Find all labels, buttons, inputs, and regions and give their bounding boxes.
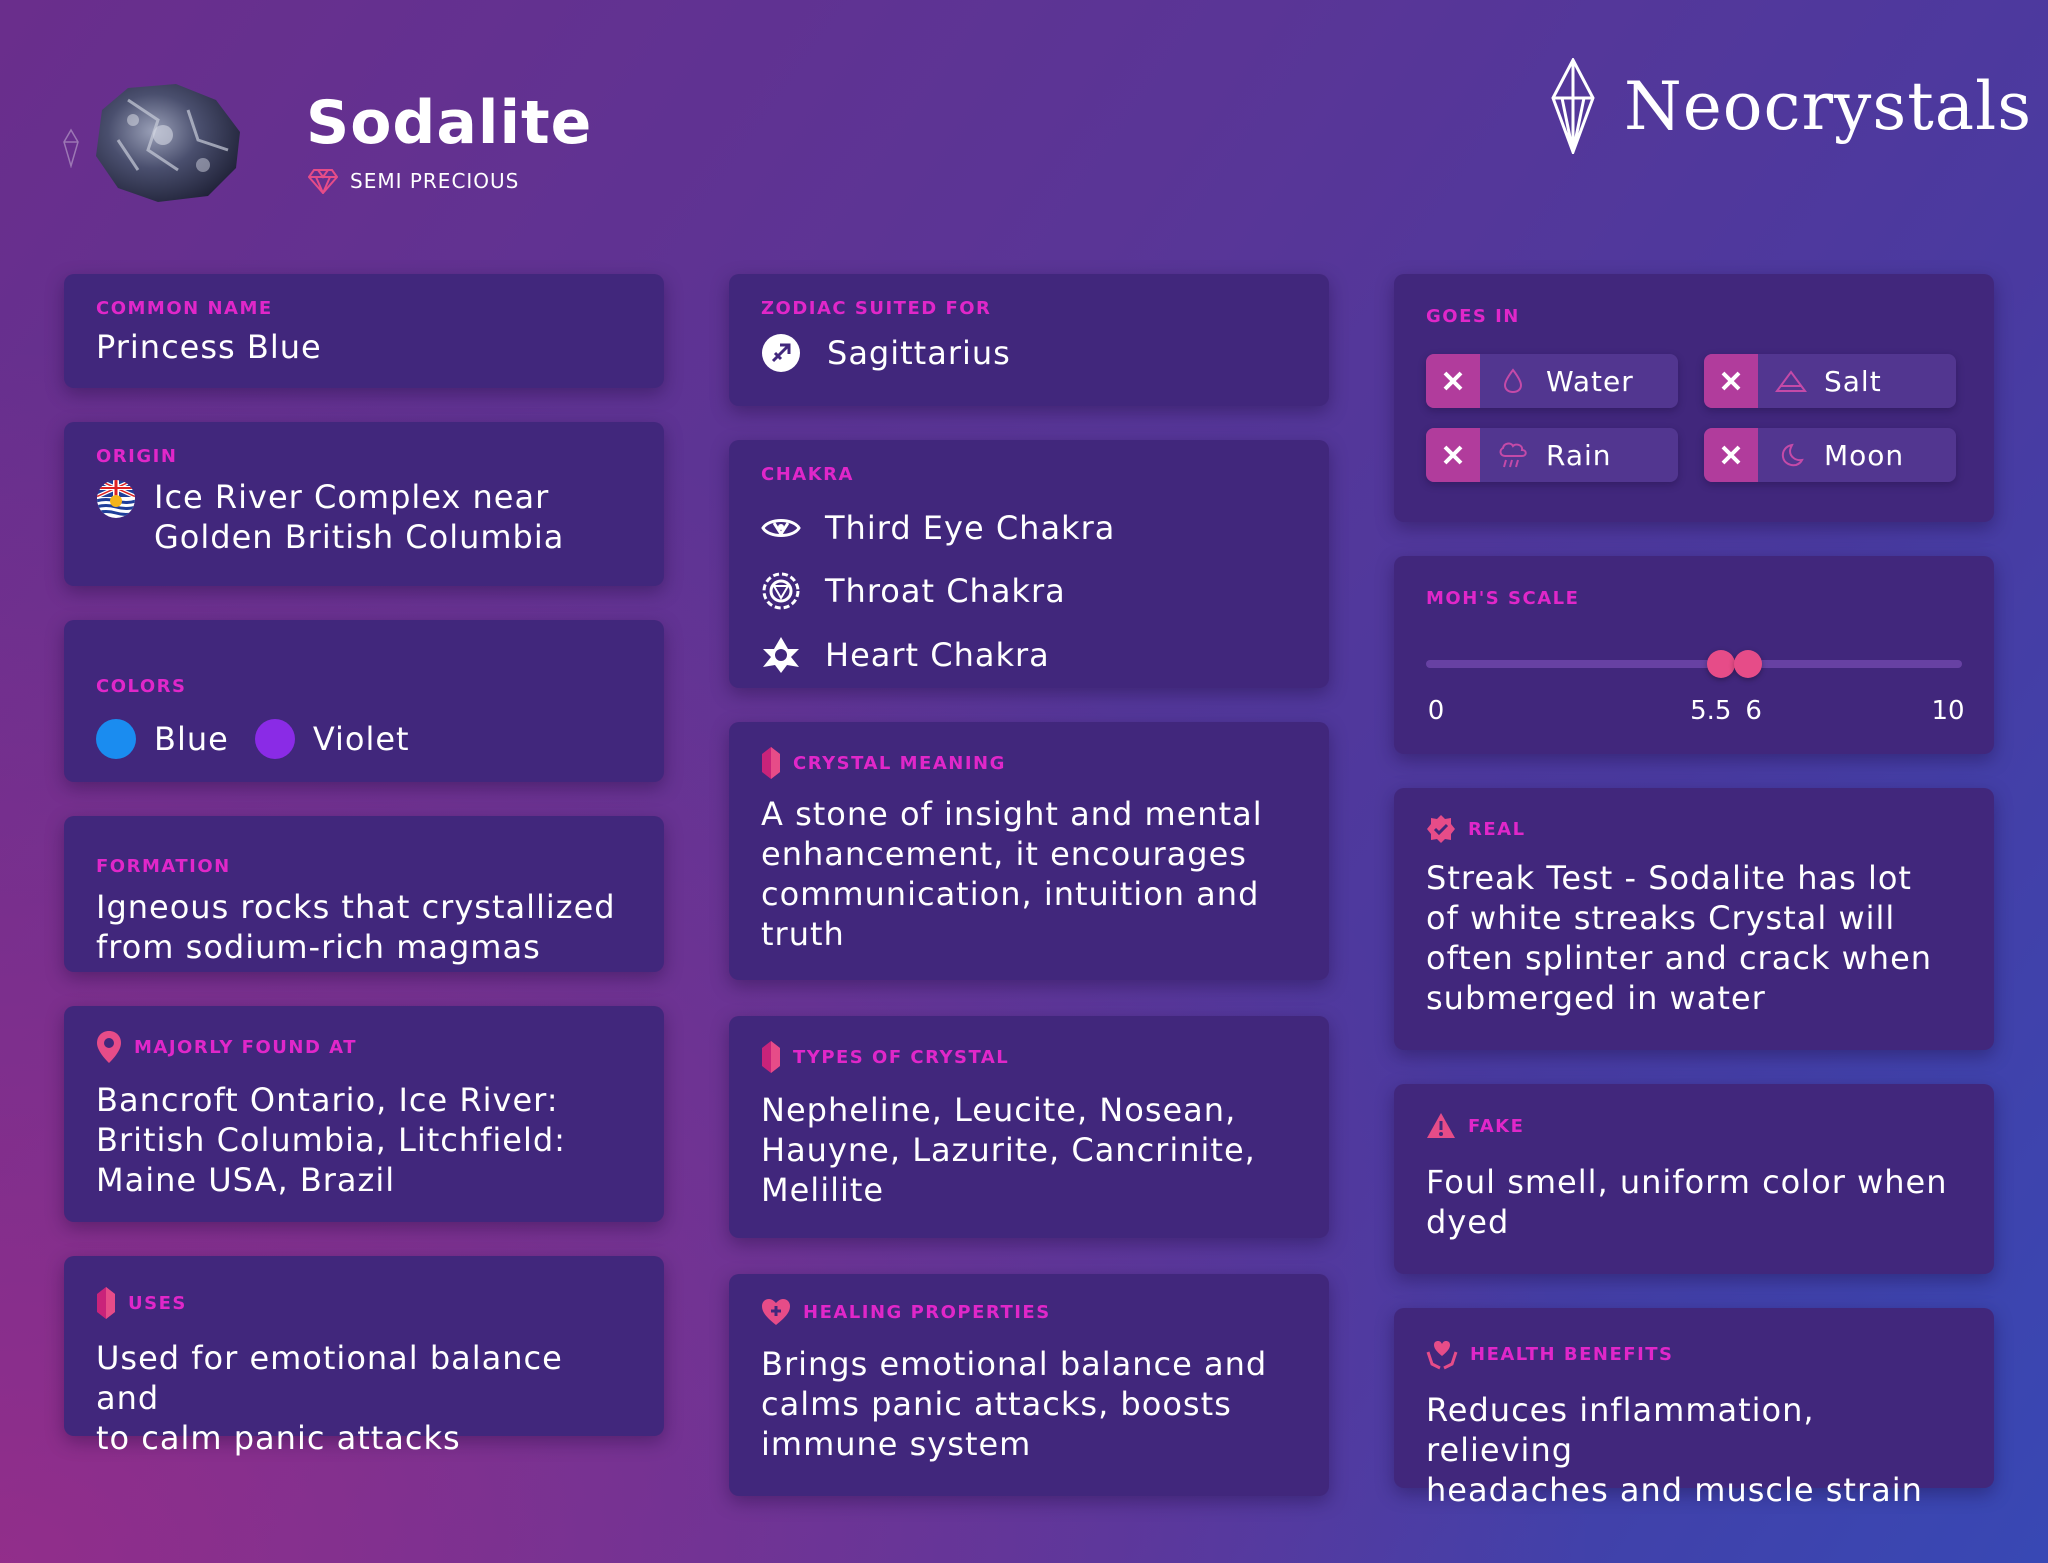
real-label: REAL xyxy=(1468,818,1526,840)
colors-card xyxy=(64,620,664,782)
real-line-3: often splinter and crack when xyxy=(1426,939,1933,977)
mohs-scale-card xyxy=(1394,556,1994,754)
formation-line-1: Igneous rocks that crystallized xyxy=(96,888,616,926)
heart-plus-icon xyxy=(761,1298,791,1326)
location-pin-icon xyxy=(96,1030,122,1064)
found-at-card xyxy=(64,1006,664,1222)
chakra-item-heart xyxy=(761,623,1297,687)
health-header xyxy=(1426,1338,1962,1370)
hands-heart-icon xyxy=(1426,1338,1458,1370)
healing-label: HEALING PROPERTIES xyxy=(803,1301,1051,1323)
chip-label: Rain xyxy=(1546,438,1612,472)
mohs-low-label: 5.5 xyxy=(1690,696,1732,726)
meaning-header xyxy=(761,746,1297,780)
moon-icon xyxy=(1758,442,1824,468)
found-at-line-3: Maine USA, Brazil xyxy=(96,1161,396,1199)
mohs-min-label: 0 xyxy=(1427,696,1445,726)
origin-line-1: Ice River Complex near xyxy=(154,478,550,516)
health-line-2: headaches and muscle strain xyxy=(1426,1471,1923,1509)
warning-icon xyxy=(1426,1112,1456,1140)
chakra-card xyxy=(729,440,1329,688)
uses-line-1: Used for emotional balance and xyxy=(96,1339,563,1417)
water-drop-icon xyxy=(1480,368,1546,394)
sodalite-stone-image xyxy=(88,80,248,205)
real-line-2: of white streaks Crystal will xyxy=(1426,899,1896,937)
chakra-item-third-eye xyxy=(761,497,1297,559)
types-header xyxy=(761,1040,1297,1074)
grade-label: SEMI PRECIOUS xyxy=(350,169,520,193)
origin-label: ORIGIN xyxy=(96,446,178,467)
chip-label: Moon xyxy=(1824,438,1905,472)
types-card xyxy=(729,1016,1329,1238)
origin-card xyxy=(64,422,664,586)
origin-line-2: Golden British Columbia xyxy=(154,518,565,556)
health-line-1: Reduces inflammation, relieving xyxy=(1426,1391,1815,1469)
crystal-icon xyxy=(761,746,781,780)
meaning-line-1: A stone of insight and mental xyxy=(761,795,1263,833)
fake-header xyxy=(1426,1112,1962,1140)
mohs-slider-track[interactable] xyxy=(1426,660,1962,668)
chakra-name: Third Eye Chakra xyxy=(825,509,1116,547)
uses-line-2: to calm panic attacks xyxy=(96,1419,461,1457)
healing-line-2: calms panic attacks, boosts xyxy=(761,1385,1232,1423)
real-line-4: submerged in water xyxy=(1426,979,1766,1017)
zodiac-value: Sagittarius xyxy=(827,334,1011,372)
flag-icon xyxy=(96,479,136,519)
verified-badge-icon xyxy=(1426,814,1456,844)
brand-logo[interactable] xyxy=(1550,58,2032,154)
sagittarius-icon xyxy=(761,333,801,373)
fake-test-card xyxy=(1394,1084,1994,1274)
common-name-label: COMMON NAME xyxy=(96,298,273,319)
small-diamond-icon xyxy=(62,128,80,172)
goes-in-label: GOES IN xyxy=(1426,306,1520,327)
meaning-card xyxy=(729,722,1329,980)
real-test-card xyxy=(1394,788,1994,1050)
chakra-name: Throat Chakra xyxy=(825,572,1066,610)
types-line-1: Nepheline, Leucite, Nosean, xyxy=(761,1091,1237,1129)
color-name-violet: Violet xyxy=(312,720,410,758)
found-at-header xyxy=(96,1030,632,1064)
third-eye-chakra-icon xyxy=(761,514,801,542)
close-icon[interactable] xyxy=(1704,428,1758,482)
health-label: HEALTH BENEFITS xyxy=(1470,1343,1674,1365)
goes-in-chip-salt[interactable] xyxy=(1704,354,1956,408)
throat-chakra-icon xyxy=(761,571,801,611)
fake-line-2: dyed xyxy=(1426,1203,1510,1241)
zodiac-card xyxy=(729,274,1329,406)
stone-grade xyxy=(308,168,519,194)
common-name-card xyxy=(64,274,664,388)
real-header xyxy=(1426,814,1962,844)
close-icon[interactable] xyxy=(1426,428,1480,482)
meaning-line-4: truth xyxy=(761,915,845,953)
fake-line-1: Foul smell, uniform color when xyxy=(1426,1163,1948,1201)
gem-icon xyxy=(308,168,338,194)
uses-header xyxy=(96,1286,632,1320)
found-at-label: MAJORLY FOUND AT xyxy=(134,1036,357,1058)
mohs-slider-handle-low[interactable] xyxy=(1707,650,1735,678)
uses-card xyxy=(64,1256,664,1457)
chakra-name: Heart Chakra xyxy=(825,636,1050,674)
mohs-high-label: 6 xyxy=(1745,696,1762,726)
goes-in-chip-water[interactable] xyxy=(1426,354,1678,408)
mohs-label: MOH'S SCALE xyxy=(1426,588,1580,609)
color-swatch-blue xyxy=(96,719,136,759)
healing-line-3: immune system xyxy=(761,1425,1032,1463)
types-label: TYPES OF CRYSTAL xyxy=(793,1046,1010,1068)
close-icon[interactable] xyxy=(1426,354,1480,408)
zodiac-label: ZODIAC SUITED FOR xyxy=(761,298,992,319)
meaning-label: CRYSTAL MEANING xyxy=(793,752,1006,774)
mohs-slider-handle-high[interactable] xyxy=(1734,650,1762,678)
chip-label: Salt xyxy=(1824,364,1882,398)
page-title: Sodalite xyxy=(306,88,593,158)
formation-label: FORMATION xyxy=(96,856,231,877)
health-benefits-card xyxy=(1394,1308,1994,1509)
color-name-blue: Blue xyxy=(154,720,229,758)
close-icon[interactable] xyxy=(1704,354,1758,408)
real-line-1: Streak Test - Sodalite has lot xyxy=(1426,859,1912,897)
found-at-line-1: Bancroft Ontario, Ice River: xyxy=(96,1081,559,1119)
found-at-line-2: British Columbia, Litchfield: xyxy=(96,1121,566,1159)
common-name-value: Princess Blue xyxy=(96,328,322,366)
chip-label: Water xyxy=(1546,364,1634,398)
goes-in-card xyxy=(1394,274,1994,522)
crystal-icon xyxy=(96,1286,116,1320)
types-line-2: Hauyne, Lazurite, Cancrinite, xyxy=(761,1131,1256,1169)
fake-label: FAKE xyxy=(1468,1115,1525,1137)
heart-chakra-icon xyxy=(761,635,801,675)
brand-name: Neocrystals xyxy=(1624,67,2033,145)
healing-header xyxy=(761,1298,1297,1326)
goes-in-chip-moon[interactable] xyxy=(1704,428,1956,482)
healing-card xyxy=(729,1274,1329,1496)
healing-line-1: Brings emotional balance and xyxy=(761,1345,1268,1383)
types-line-3: Melilite xyxy=(761,1171,885,1209)
rain-cloud-icon xyxy=(1480,440,1546,470)
chakra-item-throat xyxy=(761,559,1297,623)
uses-label: USES xyxy=(128,1292,187,1314)
chakra-label: CHAKRA xyxy=(761,464,854,485)
goes-in-chip-rain[interactable] xyxy=(1426,428,1678,482)
crystal-logo-icon xyxy=(1550,58,1596,154)
meaning-line-3: communication, intuition and xyxy=(761,875,1260,913)
colors-label: COLORS xyxy=(96,676,187,697)
color-swatch-violet xyxy=(255,719,295,759)
meaning-line-2: enhancement, it encourages xyxy=(761,835,1247,873)
crystal-icon xyxy=(761,1040,781,1074)
formation-card xyxy=(64,816,664,972)
mohs-max-label: 10 xyxy=(1931,696,1965,726)
salt-pile-icon xyxy=(1758,369,1824,393)
formation-line-2: from sodium-rich magmas xyxy=(96,928,541,966)
